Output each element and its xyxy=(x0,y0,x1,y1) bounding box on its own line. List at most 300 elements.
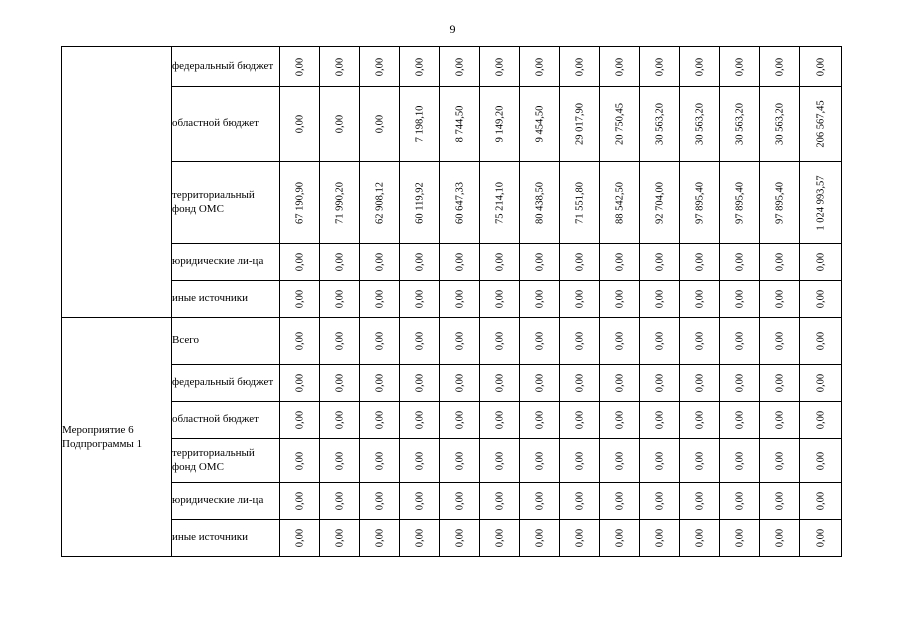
value-text: 0,00 xyxy=(294,114,305,134)
value-text: 0,00 xyxy=(694,410,705,430)
value-text: 0,00 xyxy=(694,373,705,393)
value-cell xyxy=(520,318,560,365)
value-text: 0,00 xyxy=(694,528,705,548)
value-cell xyxy=(280,244,320,281)
value-cell xyxy=(560,439,600,483)
value-text: 0,00 xyxy=(334,331,345,351)
value-text: 0,00 xyxy=(374,451,385,470)
value-text: 0,00 xyxy=(574,57,585,76)
value-text: 0,00 xyxy=(414,289,425,309)
value-cell xyxy=(440,439,480,483)
value-cell xyxy=(520,483,560,520)
value-cell xyxy=(520,402,560,439)
value-text: 0,00 xyxy=(734,491,745,511)
value-text: 0,00 xyxy=(654,528,665,548)
value-text: 0,00 xyxy=(294,373,305,393)
value-text: 0,00 xyxy=(294,252,305,272)
value-text: 0,00 xyxy=(774,57,785,76)
value-text: 0,00 xyxy=(815,289,826,309)
value-cell xyxy=(720,365,760,402)
table-row xyxy=(62,520,842,557)
value-text: 0,00 xyxy=(734,528,745,548)
value-text: 0,00 xyxy=(574,373,585,393)
value-text: 0,00 xyxy=(494,289,505,309)
value-text: 0,00 xyxy=(294,451,305,470)
value-cell xyxy=(640,483,680,520)
value-cell xyxy=(680,365,720,402)
value-cell xyxy=(800,281,842,318)
value-text: 97 895,40 xyxy=(734,181,745,224)
value-cell xyxy=(800,318,842,365)
value-text: 0,00 xyxy=(614,373,625,393)
value-text: 0,00 xyxy=(414,373,425,393)
value-cell xyxy=(720,402,760,439)
value-text: 0,00 xyxy=(334,528,345,548)
value-cell xyxy=(600,520,640,557)
value-cell xyxy=(560,483,600,520)
value-text: 9 149,20 xyxy=(494,105,505,143)
value-text: 0,00 xyxy=(334,373,345,393)
funding-source: областной бюджет xyxy=(172,402,280,439)
value-text: 0,00 xyxy=(614,331,625,351)
value-text: 0,00 xyxy=(454,491,465,511)
value-cell xyxy=(760,483,800,520)
value-text: 0,00 xyxy=(454,451,465,470)
value-text: 0,00 xyxy=(374,491,385,511)
funding-source: федеральный бюджет xyxy=(172,365,280,402)
value-text: 29 017,90 xyxy=(574,103,585,145)
value-cell xyxy=(480,520,520,557)
funding-source: территориальный фонд ОМС xyxy=(172,439,280,483)
value-cell xyxy=(800,162,842,244)
value-text: 0,00 xyxy=(414,57,425,76)
value-cell xyxy=(280,281,320,318)
value-cell xyxy=(280,439,320,483)
value-text: 0,00 xyxy=(374,331,385,351)
value-cell xyxy=(520,244,560,281)
value-cell xyxy=(640,318,680,365)
table-row xyxy=(62,281,842,318)
value-text: 30 563,20 xyxy=(734,103,745,145)
funding-source: Всего xyxy=(172,318,280,365)
value-cell xyxy=(520,439,560,483)
table-row xyxy=(62,318,842,365)
value-text: 0,00 xyxy=(454,289,465,309)
value-cell xyxy=(760,439,800,483)
funding-source: федеральный бюджет xyxy=(172,47,280,87)
value-cell xyxy=(520,365,560,402)
value-text: 8 744,50 xyxy=(454,105,465,143)
value-cell xyxy=(280,483,320,520)
table-body xyxy=(62,47,842,557)
value-cell xyxy=(400,162,440,244)
value-cell xyxy=(400,520,440,557)
value-cell xyxy=(480,483,520,520)
value-text: 0,00 xyxy=(494,410,505,430)
value-cell xyxy=(800,520,842,557)
value-cell xyxy=(680,402,720,439)
value-text: 88 542,50 xyxy=(614,181,625,224)
value-cell xyxy=(400,365,440,402)
value-text: 0,00 xyxy=(815,57,826,76)
value-text: 0,00 xyxy=(614,252,625,272)
value-cell xyxy=(320,281,360,318)
value-text: 0,00 xyxy=(494,252,505,272)
value-cell xyxy=(480,318,520,365)
value-cell xyxy=(280,365,320,402)
value-cell xyxy=(360,520,400,557)
value-cell xyxy=(760,365,800,402)
value-text: 0,00 xyxy=(614,410,625,430)
value-text: 0,00 xyxy=(374,528,385,548)
value-cell xyxy=(760,244,800,281)
value-cell xyxy=(520,281,560,318)
value-text: 0,00 xyxy=(334,451,345,470)
value-text: 0,00 xyxy=(454,331,465,351)
value-text: 0,00 xyxy=(494,331,505,351)
value-text: 0,00 xyxy=(774,331,785,351)
value-text: 0,00 xyxy=(654,373,665,393)
value-text: 0,00 xyxy=(494,57,505,76)
value-text: 0,00 xyxy=(774,289,785,309)
value-text: 0,00 xyxy=(294,491,305,511)
value-text: 0,00 xyxy=(534,491,545,511)
value-cell xyxy=(600,162,640,244)
value-cell xyxy=(360,365,400,402)
value-text: 0,00 xyxy=(694,57,705,76)
value-text: 80 438,50 xyxy=(534,181,545,224)
value-cell xyxy=(800,87,842,162)
value-text: 0,00 xyxy=(694,491,705,511)
table-row xyxy=(62,244,842,281)
value-text: 0,00 xyxy=(334,410,345,430)
value-cell xyxy=(560,47,600,87)
value-cell xyxy=(320,520,360,557)
table-row xyxy=(62,439,842,483)
value-text: 0,00 xyxy=(534,289,545,309)
table-row xyxy=(62,162,842,244)
value-text: 0,00 xyxy=(454,410,465,430)
value-cell xyxy=(360,318,400,365)
value-text: 30 563,20 xyxy=(654,103,665,145)
value-text: 0,00 xyxy=(414,410,425,430)
value-cell xyxy=(280,318,320,365)
value-text: 206 567,45 xyxy=(815,100,826,148)
value-text: 0,00 xyxy=(815,373,826,393)
value-text: 0,00 xyxy=(454,373,465,393)
value-cell xyxy=(480,162,520,244)
value-text: 0,00 xyxy=(654,289,665,309)
value-cell xyxy=(800,483,842,520)
value-cell xyxy=(800,439,842,483)
value-text: 0,00 xyxy=(614,491,625,511)
budget-table xyxy=(61,46,842,557)
value-text: 0,00 xyxy=(534,331,545,351)
value-text: 0,00 xyxy=(374,373,385,393)
value-text: 9 454,50 xyxy=(534,105,545,143)
value-cell xyxy=(360,483,400,520)
value-text: 0,00 xyxy=(574,410,585,430)
value-cell xyxy=(680,439,720,483)
value-text: 0,00 xyxy=(414,528,425,548)
value-text: 0,00 xyxy=(454,252,465,272)
value-text: 0,00 xyxy=(614,528,625,548)
value-cell xyxy=(400,47,440,87)
value-cell xyxy=(320,244,360,281)
value-cell xyxy=(400,87,440,162)
value-text: 0,00 xyxy=(414,451,425,470)
value-text: 0,00 xyxy=(494,451,505,470)
value-text: 0,00 xyxy=(294,57,305,76)
value-cell xyxy=(640,402,680,439)
value-cell xyxy=(360,87,400,162)
value-text: 0,00 xyxy=(374,252,385,272)
value-text: 0,00 xyxy=(774,410,785,430)
value-cell xyxy=(600,318,640,365)
value-cell xyxy=(440,520,480,557)
value-cell xyxy=(560,244,600,281)
value-cell xyxy=(680,162,720,244)
value-cell xyxy=(720,483,760,520)
value-cell xyxy=(720,318,760,365)
value-text: 0,00 xyxy=(414,491,425,511)
value-text: 0,00 xyxy=(574,451,585,470)
value-cell xyxy=(680,483,720,520)
value-text: 0,00 xyxy=(774,451,785,470)
value-cell xyxy=(640,439,680,483)
value-cell xyxy=(600,402,640,439)
value-text: 0,00 xyxy=(534,410,545,430)
value-cell xyxy=(480,365,520,402)
value-cell xyxy=(800,365,842,402)
value-text: 0,00 xyxy=(294,289,305,309)
value-cell xyxy=(720,520,760,557)
value-text: 0,00 xyxy=(574,252,585,272)
value-cell xyxy=(680,318,720,365)
value-text: 0,00 xyxy=(774,373,785,393)
value-cell xyxy=(280,520,320,557)
value-cell xyxy=(400,439,440,483)
section-label: Мероприятие 6 Подпрограммы 1 xyxy=(62,318,172,557)
value-cell xyxy=(440,318,480,365)
value-text: 71 551,80 xyxy=(574,181,585,224)
value-text: 0,00 xyxy=(534,252,545,272)
value-text: 0,00 xyxy=(334,289,345,309)
value-cell xyxy=(320,87,360,162)
value-text: 71 990,20 xyxy=(334,181,345,224)
value-cell xyxy=(640,47,680,87)
section-label xyxy=(62,47,172,318)
page-number: 9 xyxy=(449,22,456,36)
value-cell xyxy=(720,439,760,483)
value-text: 60 119,92 xyxy=(414,181,425,224)
value-cell xyxy=(640,281,680,318)
value-text: 0,00 xyxy=(694,289,705,309)
value-cell xyxy=(440,483,480,520)
value-cell xyxy=(600,244,640,281)
value-cell xyxy=(480,87,520,162)
value-text: 0,00 xyxy=(734,289,745,309)
value-text: 0,00 xyxy=(334,114,345,134)
value-text: 0,00 xyxy=(334,252,345,272)
value-text: 0,00 xyxy=(734,57,745,76)
value-cell xyxy=(680,244,720,281)
value-cell xyxy=(520,162,560,244)
value-cell xyxy=(520,47,560,87)
value-cell xyxy=(360,162,400,244)
value-cell xyxy=(680,281,720,318)
value-text: 0,00 xyxy=(815,410,826,430)
value-text: 1 024 993,57 xyxy=(815,174,826,231)
value-cell xyxy=(440,47,480,87)
value-text: 0,00 xyxy=(574,528,585,548)
value-cell xyxy=(360,47,400,87)
value-text: 0,00 xyxy=(294,410,305,430)
funding-source: юридические ли-ца xyxy=(172,483,280,520)
value-cell xyxy=(560,87,600,162)
value-cell xyxy=(480,47,520,87)
value-cell xyxy=(640,162,680,244)
value-text: 0,00 xyxy=(815,528,826,548)
value-cell xyxy=(760,520,800,557)
value-cell xyxy=(400,318,440,365)
value-cell xyxy=(720,47,760,87)
value-cell xyxy=(560,281,600,318)
value-cell xyxy=(600,439,640,483)
value-text: 7 198,10 xyxy=(414,105,425,143)
value-cell xyxy=(800,244,842,281)
value-text: 30 563,20 xyxy=(774,103,785,145)
value-text: 0,00 xyxy=(534,57,545,76)
value-text: 0,00 xyxy=(654,410,665,430)
value-text: 0,00 xyxy=(734,451,745,470)
value-text: 30 563,20 xyxy=(694,103,705,145)
value-cell xyxy=(320,365,360,402)
value-cell xyxy=(280,87,320,162)
value-cell xyxy=(640,244,680,281)
value-cell xyxy=(440,365,480,402)
value-cell xyxy=(320,318,360,365)
value-text: 0,00 xyxy=(654,451,665,470)
value-text: 0,00 xyxy=(494,373,505,393)
value-text: 0,00 xyxy=(574,331,585,351)
value-text: 0,00 xyxy=(334,57,345,76)
value-text: 67 190,90 xyxy=(294,181,305,224)
value-text: 0,00 xyxy=(294,331,305,351)
table-row xyxy=(62,365,842,402)
value-cell xyxy=(400,483,440,520)
value-cell xyxy=(760,402,800,439)
value-text: 0,00 xyxy=(334,491,345,511)
value-cell xyxy=(280,47,320,87)
value-cell xyxy=(480,439,520,483)
value-text: 0,00 xyxy=(654,57,665,76)
funding-source: юридические ли-ца xyxy=(172,244,280,281)
value-text: 0,00 xyxy=(734,331,745,351)
value-text: 0,00 xyxy=(654,252,665,272)
funding-source: территориальный фонд ОМС xyxy=(172,162,280,244)
value-text: 97 895,40 xyxy=(694,181,705,224)
value-cell xyxy=(320,47,360,87)
value-text: 0,00 xyxy=(734,373,745,393)
value-text: 0,00 xyxy=(534,528,545,548)
value-cell xyxy=(600,365,640,402)
value-text: 0,00 xyxy=(694,451,705,470)
value-text: 0,00 xyxy=(734,252,745,272)
value-cell xyxy=(280,402,320,439)
value-text: 0,00 xyxy=(414,252,425,272)
value-cell xyxy=(760,281,800,318)
value-cell xyxy=(760,47,800,87)
value-text: 0,00 xyxy=(774,528,785,548)
value-text: 0,00 xyxy=(374,57,385,76)
value-cell xyxy=(600,47,640,87)
value-text: 0,00 xyxy=(734,410,745,430)
table-row xyxy=(62,47,842,87)
table-row xyxy=(62,87,842,162)
value-cell xyxy=(560,520,600,557)
value-cell xyxy=(520,87,560,162)
value-text: 0,00 xyxy=(374,289,385,309)
value-cell xyxy=(400,402,440,439)
value-cell xyxy=(360,439,400,483)
funding-source: иные источники xyxy=(172,520,280,557)
value-text: 0,00 xyxy=(815,451,826,470)
value-text: 0,00 xyxy=(454,528,465,548)
value-text: 0,00 xyxy=(374,114,385,134)
value-cell xyxy=(560,162,600,244)
value-text: 0,00 xyxy=(815,252,826,272)
value-text: 0,00 xyxy=(815,331,826,351)
funding-source: иные источники xyxy=(172,281,280,318)
value-cell xyxy=(640,520,680,557)
value-cell xyxy=(480,244,520,281)
value-cell xyxy=(560,402,600,439)
value-text: 0,00 xyxy=(654,491,665,511)
value-text: 0,00 xyxy=(815,491,826,511)
value-cell xyxy=(720,244,760,281)
value-text: 0,00 xyxy=(534,451,545,470)
value-text: 0,00 xyxy=(614,451,625,470)
value-cell xyxy=(600,87,640,162)
value-cell xyxy=(400,244,440,281)
value-cell xyxy=(680,87,720,162)
value-cell xyxy=(360,281,400,318)
value-text: 0,00 xyxy=(694,252,705,272)
value-text: 60 647,33 xyxy=(454,181,465,224)
value-text: 0,00 xyxy=(534,373,545,393)
value-text: 0,00 xyxy=(614,57,625,76)
value-cell xyxy=(320,439,360,483)
value-cell xyxy=(680,520,720,557)
value-cell xyxy=(320,483,360,520)
value-cell xyxy=(520,520,560,557)
value-text: 0,00 xyxy=(654,331,665,351)
value-cell xyxy=(440,162,480,244)
table-row xyxy=(62,483,842,520)
value-cell xyxy=(640,365,680,402)
value-cell xyxy=(440,87,480,162)
value-cell xyxy=(760,318,800,365)
value-text: 0,00 xyxy=(494,491,505,511)
value-text: 75 214,10 xyxy=(494,181,505,224)
value-cell xyxy=(600,483,640,520)
value-cell xyxy=(440,281,480,318)
value-cell xyxy=(680,47,720,87)
value-cell xyxy=(280,162,320,244)
value-text: 92 704,00 xyxy=(654,181,665,224)
value-text: 0,00 xyxy=(574,289,585,309)
